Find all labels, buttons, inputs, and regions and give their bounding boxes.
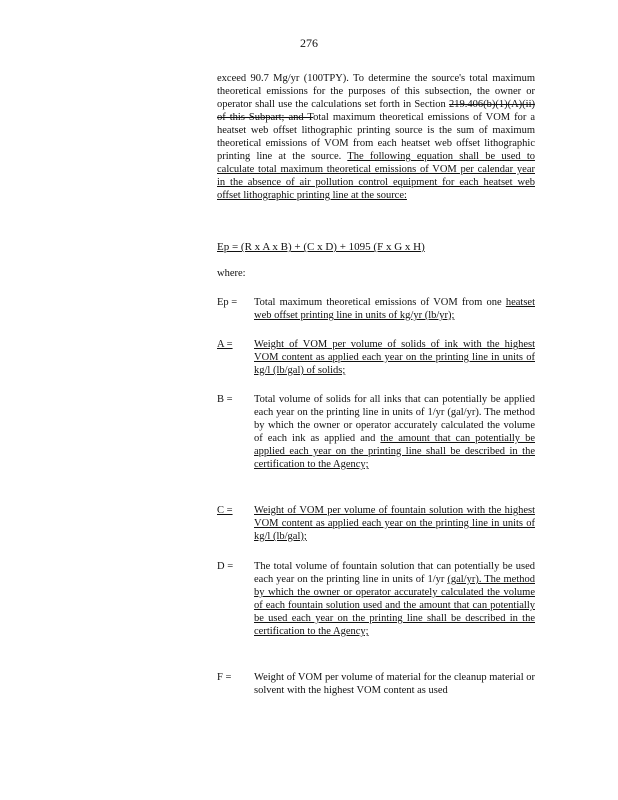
definition-term: B = [217,394,233,405]
definition-c [217,504,535,548]
definition-a [217,338,535,382]
definition-term: F = [217,672,232,683]
struck-text: 219.406(b)(1)(A)(ii) of this Subpart; and T [217,99,535,123]
definition-ep [217,296,535,326]
definition-underlined: (gal/yr). The method by which the owner or operator accurately calculated the volume of each fountain solution used and the amount that can potentially be used each year on the printing line shall be described in the certification to the Agency; [254,574,535,637]
definition-term: A = [217,339,233,350]
intro-text-2: otal maximum theoretical emissions of VOM for a heatset web offset lithographic printing source is the sum of maximum theoretical emissions of VOM from each heatset web offset lithographic printing line at the source. [217,112,535,162]
definition-term: C = [217,505,233,516]
definition-underlined: Weight of VOM per volume of solids of ink with the highest VOM content as applied each year on the printing line in units of kg/l (lb/gal) of solids; [254,339,535,376]
definition-f [217,671,535,701]
definition-term: D = [217,561,234,572]
definition-b [217,393,535,493]
where-label: where: [217,268,246,279]
definition-text: Total volume of solids for all inks that can potentially be applied each year on the printing line in units of 1/yr (gal/yr). The method by which the owner or operator accurately calculated the volume of each ink as applied and [254,394,535,444]
intro-text-1: exceed 90.7 Mg/yr (100TPY). To determine the source's total maximum theoretical emissions for the purposes of this subsection, the owner or operator shall use the calculations set forth in Section [217,73,535,110]
equation: Ep = (R x A x B) + (C x D) + 1095 (F x G x H) [217,241,425,253]
definition-text: Total maximum theoretical emissions of VOM from one [254,297,502,308]
definition-text: Weight of VOM per volume of material for the cleanup material or solvent with the highest VOM content as used [254,672,535,696]
definition-underlined: Weight of VOM per volume of fountain solution with the highest VOM content as applied each year on the printing line in units of kg/l (lb/gal); [254,505,535,542]
intro-underlined-text: The following equation shall be used to calculate total maximum theoretical emissions of VOM per calendar year in the absence of air pollution control equipment for each heatset web offset lithographic printing line at the source: [217,151,536,201]
intro-paragraph [217,72,535,202]
page-number: 276 [300,36,318,50]
definition-underlined: heatset web offset printing line in units of kg/yr (lb/yr); [254,297,535,321]
definition-d [217,560,535,660]
definition-text: The total volume of fountain solution that can potentially be used each year on the printing line in units of 1/yr [254,561,535,585]
definition-underlined: the amount that can potentially be applied each year on the printing line shall be described in the certification to the Agency; [254,433,535,470]
definition-term: Ep = [217,297,238,308]
